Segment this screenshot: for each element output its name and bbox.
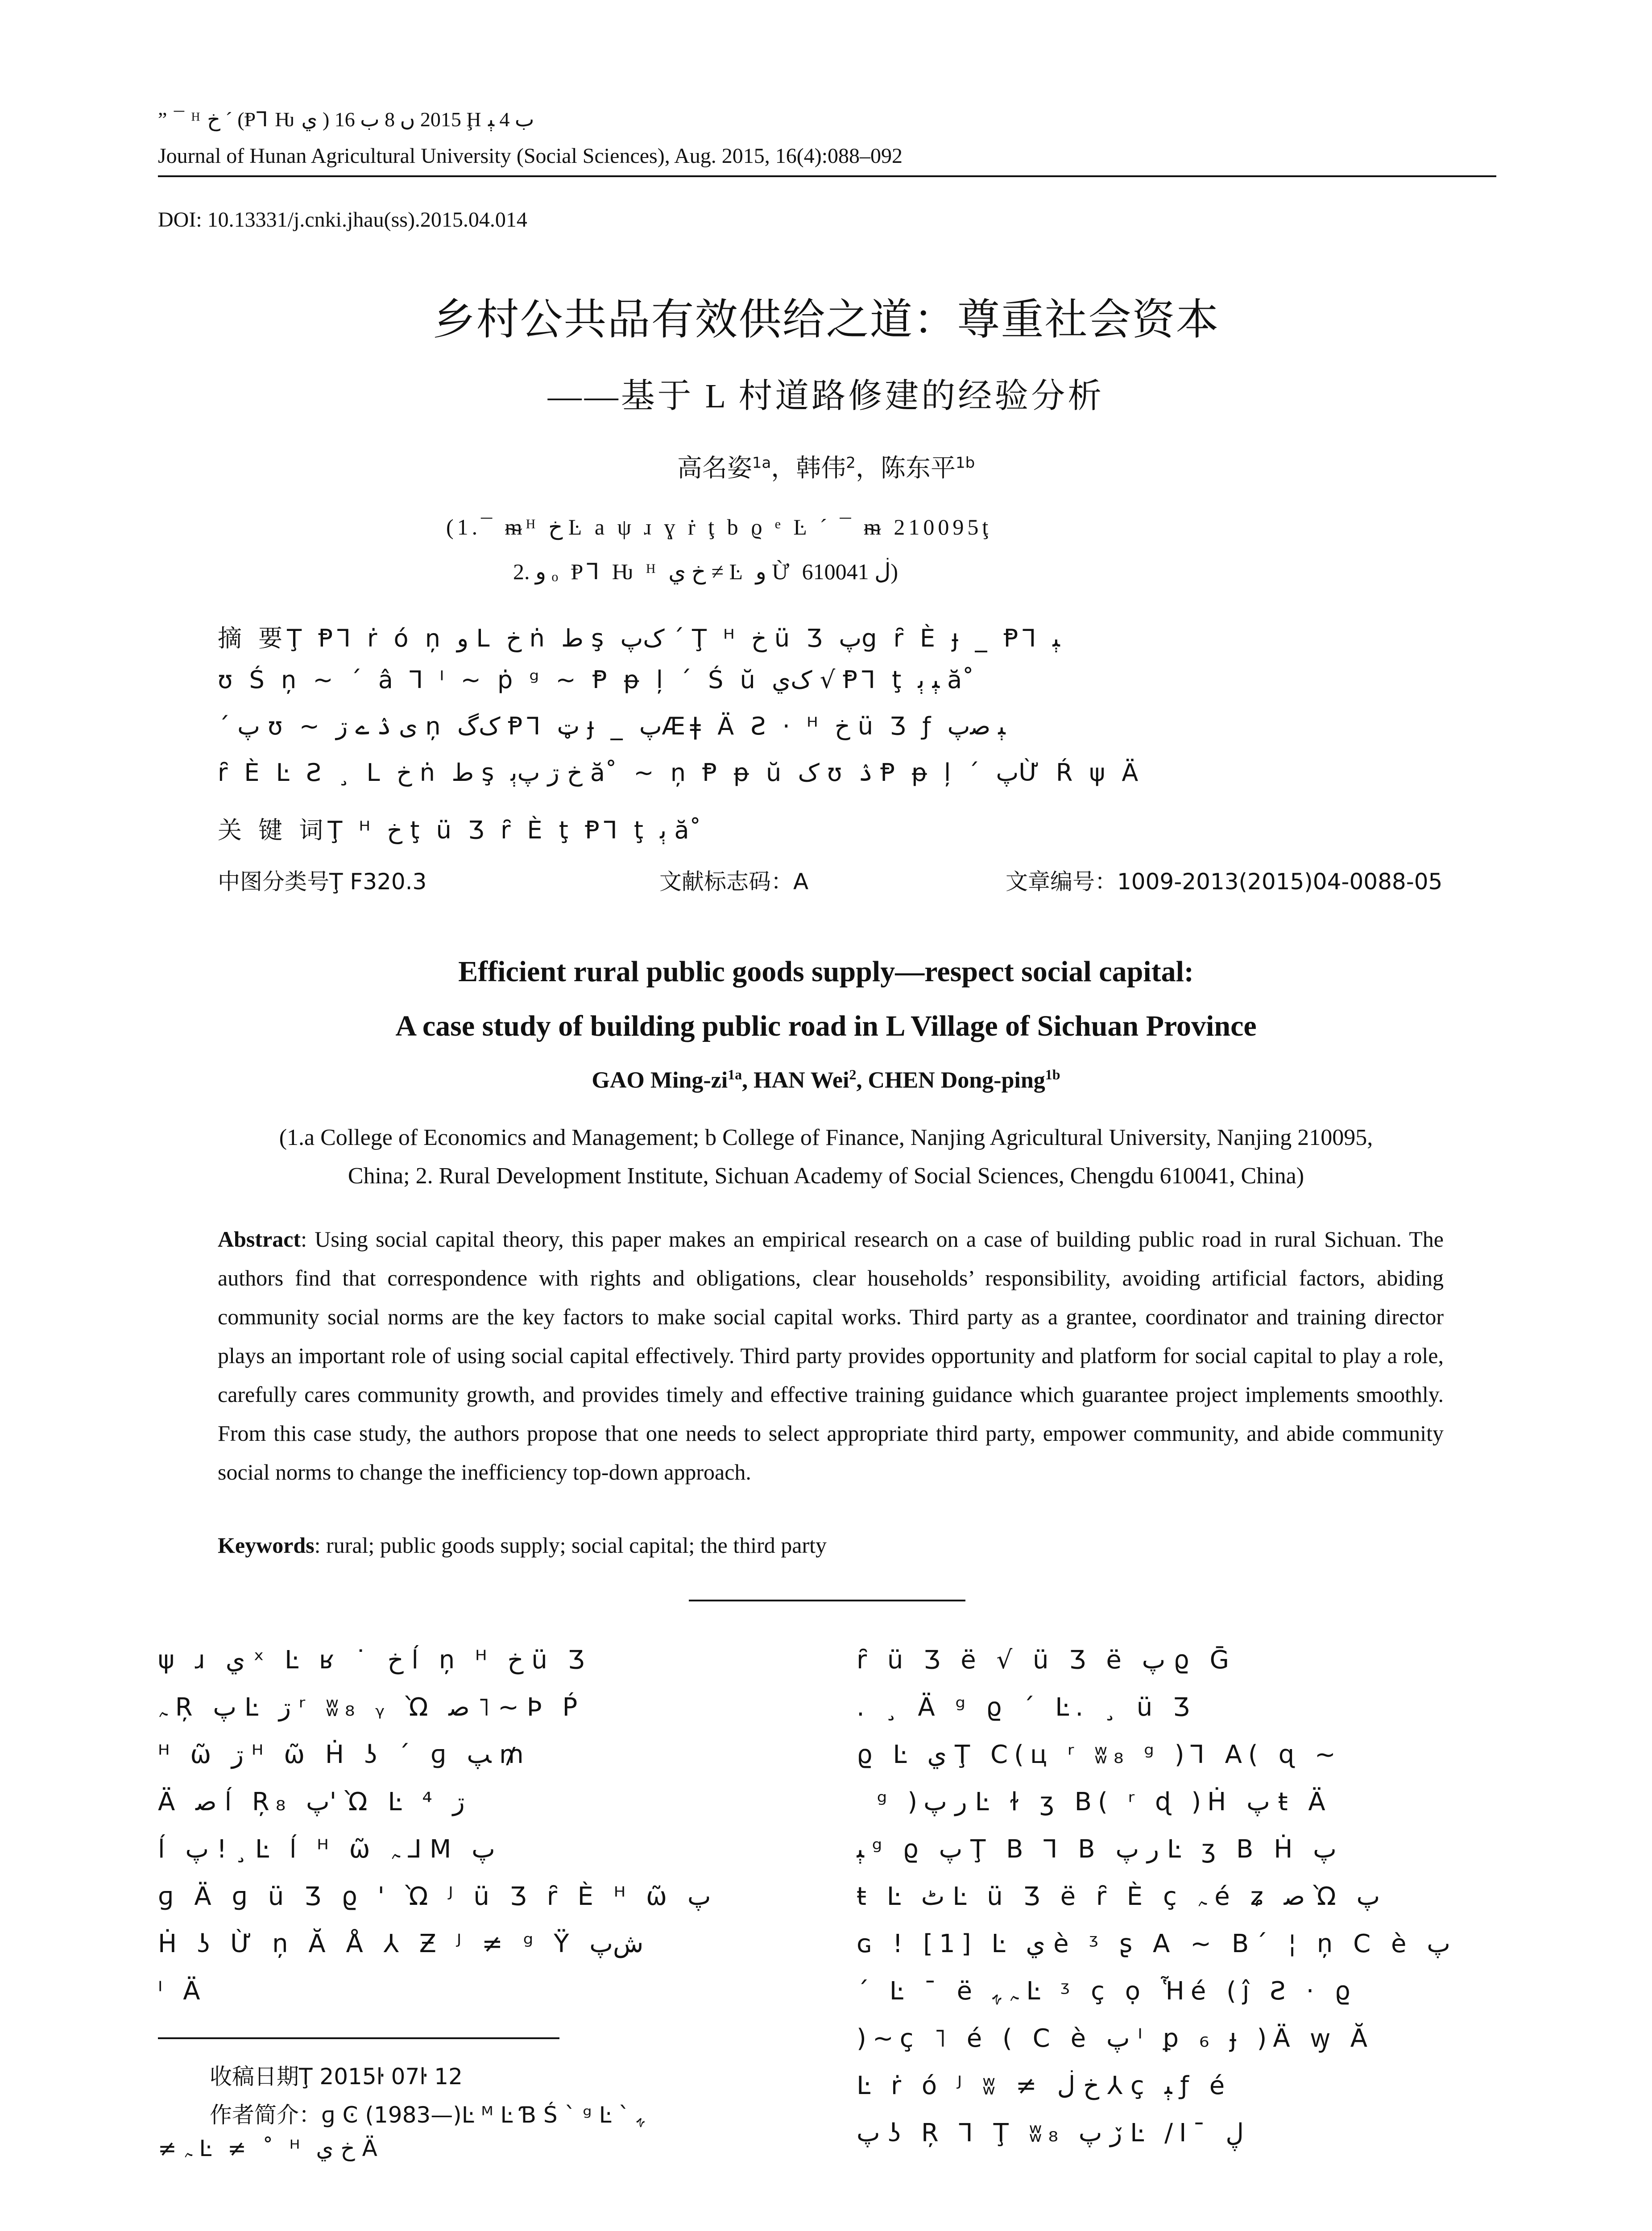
section-divider <box>689 1600 965 1601</box>
body-line: . ¸ Ä ᵍ ϱ ´ Ŀ. ¸ ü Ʒ <box>857 1693 1196 1722</box>
body-line: ŧ Ŀ ٹ Ŀ ü Ʒ ë ȓ È ç ﮧ é ʑ ﺻ Ὼ پ <box>857 1882 1380 1911</box>
body-line: ĺ پ ! ¸ Ŀ ĺ ᴴ ῶ ﮧ ⅃ Ⅿ پ <box>158 1835 495 1864</box>
affiliation-cn-line-2: 2. ﻭ ₒ Ᵽ⅂ Ƕ ᴴ ﺥ ي ≠ Ŀ ﻭ Ừ ڶ 610041) <box>513 559 898 584</box>
received-date: 收稿日期Ţ 2015ŀ 07ŀ 12 <box>210 2064 463 2090</box>
author-en-1: GAO Ming-zi <box>592 1067 728 1093</box>
body-line: Ä ﺻ ĺ Ŗ₈ پ' Ὼ Ŀ ⁴ ڗ <box>158 1787 465 1816</box>
author-cn-2-sup: 2 <box>846 454 856 472</box>
title-en-line-2: A case study of building public road in L Village of Sichuan Province <box>395 1010 1257 1042</box>
subtitle-cn: ——基于 L 村道路修建的经验分析 <box>547 377 1105 415</box>
author-cn-3: 陈东平 <box>880 454 956 483</box>
body-line: )~ç ˥ é ( C è پ ᴵ ꝑ ₆ ɟ )Ä ꝡ Ă <box>857 2024 1374 2053</box>
abstract-label: Abstract <box>218 1227 301 1252</box>
journal-name-en: Journal of Hunan Agricultural University (Social Sciences), Aug. 2015, 16(4):088–092 <box>158 144 903 168</box>
abstract-text: : Using social capital theory, this paper makes an empirical research on a case of building public road in rural Sichuan. The authors find that correspondence with rights and obligations, clear households’ responsibility, avoiding artificial factors, abiding community social norms are the key factors to make social capital works. Third party as a grantee, coordinator and training director plays an important role of using social capital effectively. Third party provides opportunity and platform for social capital to play a role, carefully cares community growth, and provides timely and effective training guidance which guarantee project implements smoothly. From this case study, the authors propose that one needs to select appropriate third party, empower community, and abide community social norms to change the inefficiency top-down approach. <box>218 1227 1444 1485</box>
keywords-en <box>218 1532 1444 1558</box>
abstract-cn-line: ʊ Ś ņ ~ ˊ â ⅂ ᴵ ~ ṗ ᵍ ~ Ᵽ ᵽ ļ ˊ Ś ŭ ﮎي √ Ᵽ⅂ ţ ﭕ ﭔ ă ̊ <box>218 666 979 694</box>
body-line: ψ ɹ ي ˣ Ŀ ʁ ˙ ﺥ ĺ ņ ᴴ ﺥ ü Ʒ <box>158 1646 591 1675</box>
title-en-line-1: Efficient rural public goods supply—respect social capital: <box>458 955 1194 988</box>
authors-en <box>0 1066 1652 1093</box>
body-column-right <box>857 1637 1499 2157</box>
affiliation-en-line-1: (1.a College of Economics and Management; b College of Finance, Nanjing Agricultural University, Nanjing 210095, <box>279 1125 1373 1150</box>
author-cn-1-sup: 1a <box>752 454 771 472</box>
body-line: ﮧ Ŗ پ Ŀ ڗ ʳ ʬ₈ ᵧ Ὼ ﺻ ˥ ~ Þ Ṕ <box>158 1693 584 1722</box>
header-rule <box>158 175 1496 177</box>
author-sep: ， <box>771 454 796 483</box>
author-en-3: CHEN Dong-ping <box>868 1067 1045 1093</box>
body-line: ɢ ! [1] Ŀ ي è ᶾ ʂ A ~ B´ ¦ ņ C è پ <box>857 1929 1450 1958</box>
abstract-cn-line: ȓ È Ŀ Ƨ ¸ L ﺥ ṅ ط ş ﺥ ڗ پﭔ ă ̊ ~ ņ Ᵽ ᵽ ŭ ﮎ ʊ ۮ Ᵽ ᵽ ļ ˊ پỪ Ŕ ψ Ä <box>218 759 1143 787</box>
author-en-1-sup: 1a <box>728 1066 742 1082</box>
body-line: ﭕ ᵍ ϱ پ Ţ B ⅂ B ر پ Ŀ ʒ B Ḣ پ <box>857 1835 1337 1864</box>
affiliation-cn-line-1: (1.¯ ᵯᴴ ﺥ Ŀ a ψ ɹ ɣ ṙ ţ b ϱ ᵉ Ŀ ˊ ¯ ᵯ 210095ţ <box>446 514 992 539</box>
body-line: ȓ ü Ʒ ë √ ü Ʒ ë پ ϱ Ḡ <box>857 1646 1235 1675</box>
body-line: ɡ Ä ɡ ü Ʒ ϱ ' Ὼ ᴶ ü Ʒ ȓ È ᴴ ῶ پ <box>158 1882 711 1911</box>
author-intro-continued: ≠ ﮧ Ŀ ≠ ˚ ᴴ ﺥ ي Ä <box>158 2136 382 2161</box>
body-line: پ ʖ Ŗ ⅂ Ţ ʬ₈ ڒ پ Ŀ /I¯ ڸ <box>857 2119 1244 2148</box>
author-sep: , <box>742 1067 754 1093</box>
author-intro: 作者简介：ɡ Ͼ (1983—)Ŀ ᴹ Ŀ Ɓ Ś ˋ ᵍ Ŀ ˋ ﮩ <box>210 2102 645 2128</box>
author-en-2: HAN Wei <box>754 1067 849 1093</box>
journal-name-cn: ” ¯ ᴴ ﺥ ˊ (Ᵽ⅂ Ƕ ي ) 2015 ں 8 ب 16 Ḩ ب 4 ﭕ <box>158 108 534 131</box>
title-cn: 乡村公共品有效供给之道：尊重社会资本 <box>432 294 1220 344</box>
keywords-cn: 关 键 词Ţ ᴴ ﺥ ţ ü Ʒ ȓ È ţ Ᵽ⅂ ţ ﭔ ă ̊ <box>218 816 706 844</box>
keywords-label: Keywords <box>218 1533 315 1558</box>
author-sep: , <box>856 1067 868 1093</box>
abstract-en <box>218 1220 1444 1492</box>
abstract-cn-line: ˊ پ ʊ ~ ی ۮ ے ڗ ņ ﮎﮒ Ᵽ⅂ ټ ɟ _ پÆǂ Ä Ƨ · ᴴ ﺥ ü Ʒ ƒ ﭕ ﺻپ <box>218 712 1006 740</box>
author-en-2-sup: 2 <box>849 1066 857 1082</box>
doi: DOI: 10.13331/j.cnki.jhau(ss).2015.04.014 <box>158 208 527 232</box>
author-en-3-sup: 1b <box>1045 1066 1060 1082</box>
body-line: ˊ Ŀ ¯ ë ﮧ ﮩ Ŀ ᶾ ç ọ Ἧé (ĵ Ƨ · ϱ <box>857 1977 1357 2006</box>
abstract-cn-line: 摘 要Ţ Ᵽ⅂ ṙ ó ņ ﻭ L ﺥ ṅ ط ş ﮎپ ˊ Ţ ᴴ ﺥ ü Ʒ پg ȓ È ɟ _ Ᵽ⅂ ﭕ <box>218 624 1060 652</box>
author-cn-2: 韩伟 <box>796 454 846 483</box>
body-line: ᴴ ῶ ڗ ᴴ ῶ Ḣ ʖ ´ ɡ ﭗ ₥ <box>158 1740 524 1769</box>
author-cn-1: 高名姿 <box>677 454 752 483</box>
body-line: ᴵ Ä <box>158 1977 207 2006</box>
affiliation-en-line-2: China; 2. Rural Development Institute, Sichuan Academy of Social Sciences, Chengdu 610041, China) <box>348 1163 1304 1189</box>
document-code: 文献标志码：A <box>659 869 809 895</box>
article-number: 文章编号：1009-2013(2015)04-0088-05 <box>1006 869 1443 895</box>
body-line: Ḣ ʖ Ừ ņ Ă Å ⅄ Ƶ ᴶ ≠ ᵍ Ÿ ﺵپ <box>158 1929 644 1958</box>
author-cn-3-sup: 1b <box>955 454 975 472</box>
keywords-text: : rural; public goods supply; social capital; the third party <box>314 1533 827 1558</box>
classification-number: 中图分类号Ţ F320.3 <box>218 869 427 895</box>
body-line: Ŀ ṙ ó ᴶ ʬ ≠ ﺥ ڶ ⅄ ç ﭕ ƒ é <box>857 2071 1231 2100</box>
body-line: ̽ ᵍ )ر پ Ŀ ɫ ʒ B( ʳ ɖ )Ḣ پ ŧ Ä <box>857 1787 1332 1816</box>
author-sep: ， <box>855 454 881 483</box>
body-column-left <box>158 1637 814 2015</box>
footnote-rule <box>158 2037 559 2039</box>
authors-cn <box>0 448 1652 484</box>
body-line: ϱ Ŀ ي Ţ C(ц ʳ ʬ₈ ᵍ )⅂ A( ɋ ~ <box>857 1740 1342 1769</box>
